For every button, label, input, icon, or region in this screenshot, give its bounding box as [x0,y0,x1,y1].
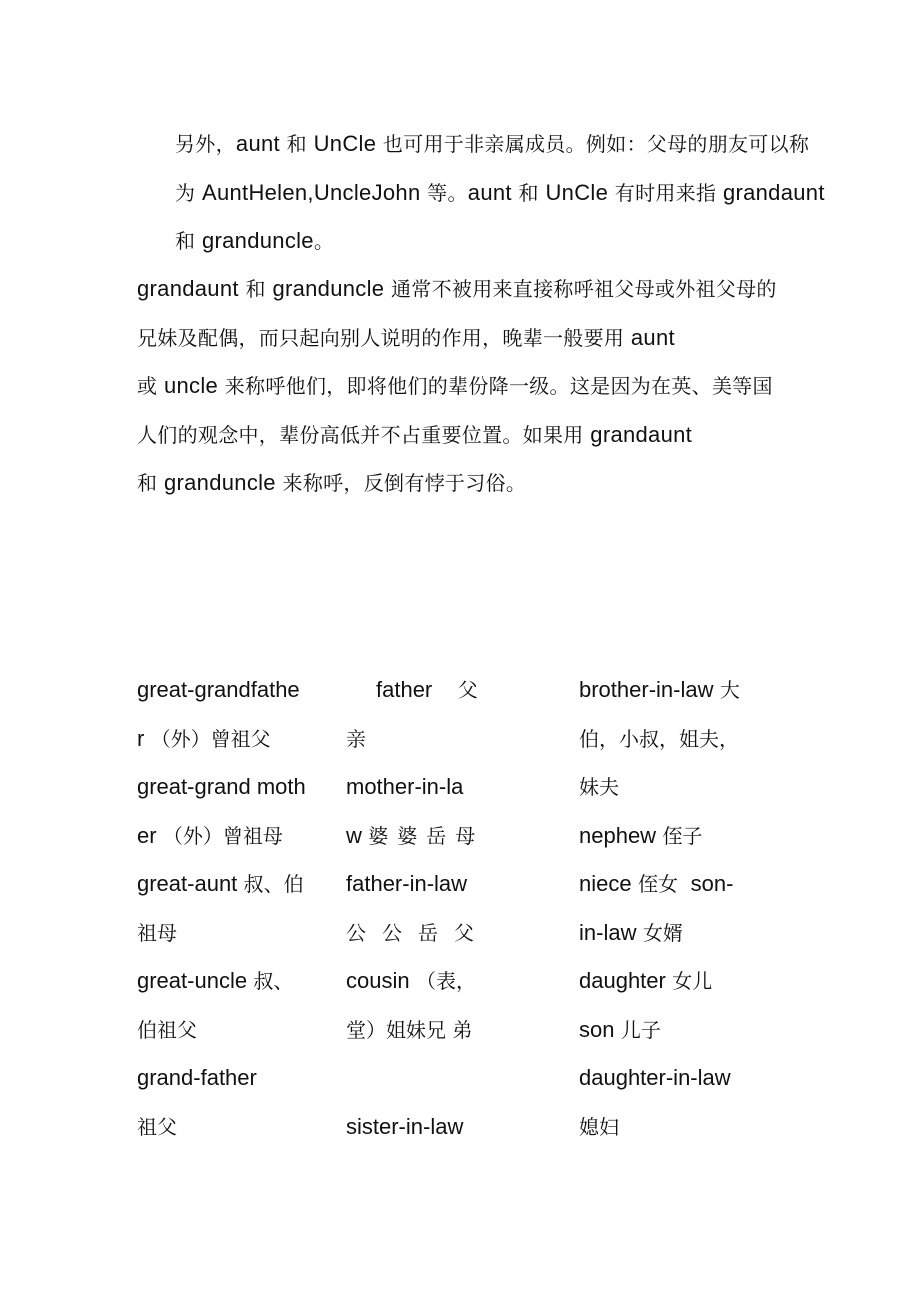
list-item [346,763,496,812]
term-zh: 大 [719,678,740,702]
term-en: grand-father [137,1065,257,1090]
text-run: 通常不被用来直接称呼祖父母或外祖父母的兄妹及配偶，而只起向别人说明的作用，晚辈一般要用 [137,277,777,350]
term-en: father [376,677,433,702]
list-item [579,1054,779,1103]
list-item [346,957,496,1006]
term-en: mother-in-la [346,774,464,799]
term-zh: 伯，小叔，姐夫， [579,726,739,751]
term-en: cousin [346,968,410,993]
term-en: nephew [579,822,657,848]
text-run: UnCle [545,179,609,205]
term-en: great-grand moth [137,774,306,799]
term-zh: （表， [415,969,476,993]
list-item [346,1103,496,1152]
list-item [137,909,332,958]
term-zh: 妹夫 [579,775,619,799]
list-item [346,1054,496,1103]
text-run: grandaunt [722,179,825,205]
term-zh: 叔、 [253,969,294,993]
text-run: 和 [175,229,196,253]
term-zh: 女婿 [642,920,683,945]
list-item [137,860,332,909]
text-run: grandaunt [137,276,239,301]
term-zh: 儿子 [620,1017,661,1042]
text-run: 和 [518,180,539,205]
paragraph-grandaunt-granduncle [137,265,787,508]
term-zh: 堂）姐妹兄 弟 [346,1017,473,1042]
term-zh: （外）曾祖母 [162,823,283,848]
text-run: aunt [630,324,675,350]
text-run: 也可用于非亲属成员。例如：父母的朋友可以称为 [175,132,810,205]
text-run: 另外， [175,132,236,156]
term-zh: 婆婆岳母 [368,823,485,848]
term-en: daughter-in-law [579,1065,731,1090]
list-item [346,812,496,861]
term-en: son [579,1016,615,1042]
text-run: granduncle [201,228,314,253]
list-item [137,1103,332,1152]
term-zh: 女儿 [672,969,713,993]
term-en: daughter [579,968,666,993]
term-en: brother-in-law [579,677,714,702]
term-en: r [137,725,145,751]
list-item [579,1103,779,1152]
text-run: granduncle [163,470,276,495]
term-zh: 公公岳父 [346,920,490,945]
text-run: aunt [467,179,512,205]
text-run: grandaunt [590,421,693,447]
term-zh: 侄女 [637,872,678,896]
text-run: AuntHelen,UncleJohn [201,179,421,205]
term-zh: 祖父 [137,1114,177,1139]
list-item [137,763,332,812]
kinship-column-1 [137,666,332,1151]
list-item [137,957,332,1006]
term-zh: 媳妇 [579,1114,619,1139]
list-item [346,860,496,909]
term-zh: 伯祖父 [137,1017,197,1042]
list-item [137,715,332,764]
term-en: er [137,822,157,848]
text-run: 或 [137,374,158,398]
term-en: great-aunt [137,871,238,896]
list-item [137,812,332,861]
term-en: in-law [579,919,637,945]
term-zh: 叔、伯 [243,872,304,896]
term-en: son- [690,871,734,896]
text-run: 。 [313,229,335,253]
term-zh: 祖母 [137,920,177,945]
list-item [137,666,332,715]
list-item [579,860,779,909]
list-item [346,715,496,764]
list-item [579,812,779,861]
text-run: 有时用来指 [614,180,717,205]
list-item [579,715,779,764]
text-run: aunt [235,131,280,156]
list-item [579,1006,779,1055]
term-en: great-uncle [137,968,248,993]
term-en: niece [579,871,632,896]
list-item [137,1006,332,1055]
text-run: 和 [286,132,307,156]
kinship-column-3 [579,666,779,1151]
term-zh: （外）曾祖父 [150,726,271,751]
paragraph-aunt-uncle-usage [137,120,825,266]
term-en: father-in-law [346,871,468,896]
term-en: great-grandfathe [137,677,300,702]
text-run: 和 [137,471,158,495]
term-en: sister-in-law [346,1113,464,1139]
text-run: UnCle [313,131,377,156]
text-run: 和 [245,277,266,301]
list-item [579,763,779,812]
text-run: uncle [163,373,219,398]
list-item [346,1006,496,1055]
kinship-column-2 [346,666,496,1151]
list-item [579,666,779,715]
term-en: w [346,822,362,848]
text-run: 来称呼，反倒有悖于习俗。 [282,471,527,495]
text-run: 等。 [427,180,468,205]
list-item [579,957,779,1006]
text-run: 来称呼他们，即将他们的辈份降一级。这是因为在英、美等国人们的观念中，辈份高低并不占重要位置。如果用 [137,374,773,447]
text-run: granduncle [272,276,385,301]
list-item [137,1054,332,1103]
term-zh: 亲 [346,726,366,751]
list-item [346,666,496,715]
term-zh: 侄子 [662,823,703,848]
list-item [346,909,496,958]
list-item [579,909,779,958]
term-zh: 父 [457,678,478,702]
